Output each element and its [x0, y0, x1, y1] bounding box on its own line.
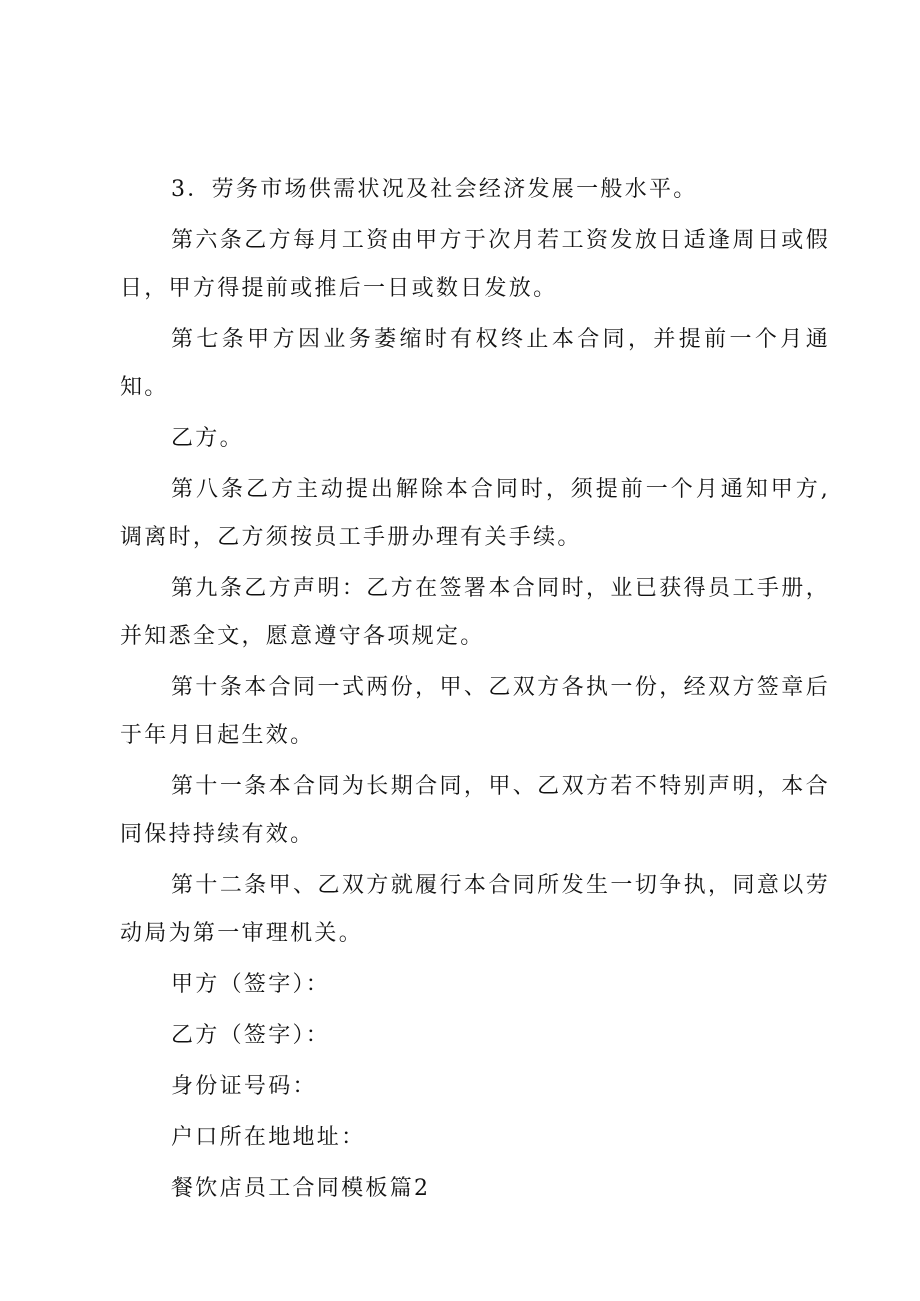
paragraph-clause-3-item: 3．劳务市场供需状况及社会经济发展一般水平。: [171, 177, 698, 202]
document-body: [120, 166, 830, 1213]
paragraph-article-10: 第十条本合同一式两份，甲、乙双方各执一份，经双方签章后于年月日起生效。: [120, 675, 830, 748]
next-section-title: 餐饮店员工合同模板篇2: [171, 1176, 431, 1201]
paragraph-article-6: 第六条乙方每月工资由甲方于次月若工资发放日适逢周日或假日，甲方得提前或推后一日或数日发放。: [120, 228, 830, 301]
paragraph-article-11: 第十一条本合同为长期合同，甲、乙双方若不特别声明，本合同保持持续有效。: [120, 774, 830, 847]
signature-line-party-b: 乙方（签字）：: [171, 1023, 331, 1048]
signature-line-party-a: 甲方（签字）：: [171, 972, 331, 997]
paragraph-article-12: 第十二条甲、乙双方就履行本合同所发生一切争执，同意以劳动局为第一审理机关。: [120, 873, 830, 946]
paragraph-article-8: 第八条乙方主动提出解除本合同时，须提前一个月通知甲方,调离时，乙方须按员工手册办理有关手续。: [120, 477, 830, 550]
household-address-line: 户口所在地地址：: [171, 1125, 366, 1150]
paragraph-article-7: 第七条甲方因业务萎缩时有权终止本合同，并提前一个月通知。: [120, 327, 830, 400]
id-number-line: 身份证号码：: [171, 1074, 317, 1099]
paragraph-article-9: 第九条乙方声明：乙方在签署本合同时，业已获得员工手册，并知悉全文，愿意遵守各项规定。: [120, 576, 830, 649]
paragraph-party-b-note: 乙方。: [171, 426, 244, 451]
